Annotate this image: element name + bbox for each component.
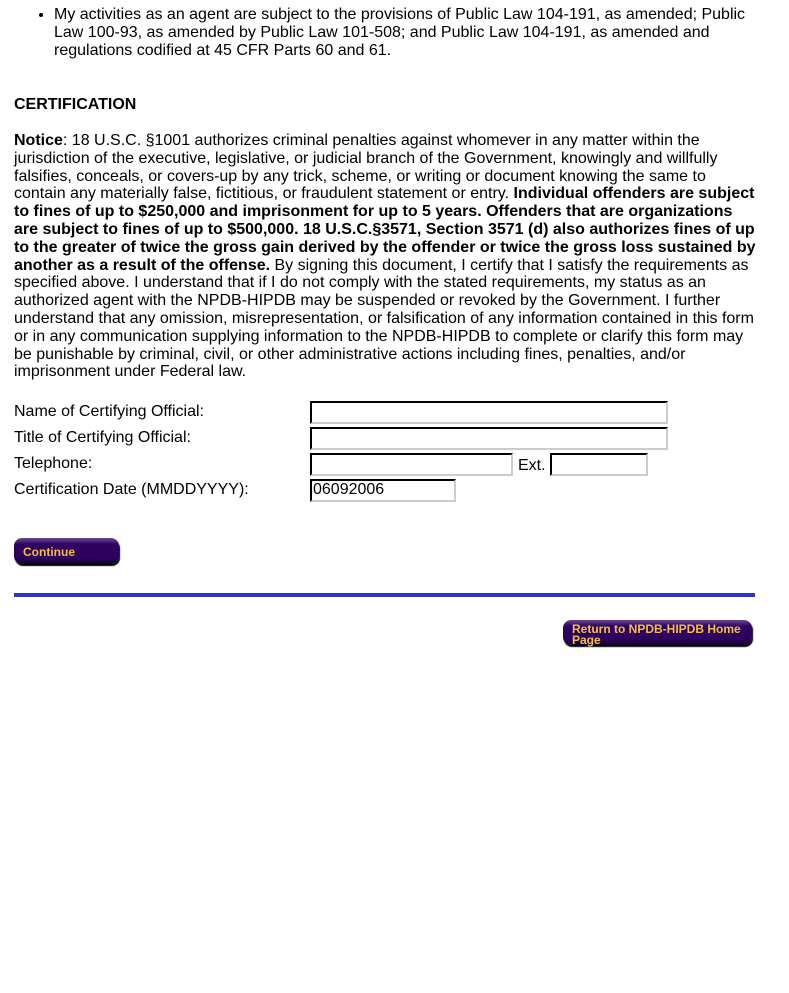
- date-label: Certification Date (MMDDYYYY):: [14, 481, 249, 499]
- name-row: [14, 400, 668, 424]
- phone-row: [14, 452, 648, 476]
- bullet-item: • My activities as an agent are subject to the provisions of Public Law 104-191, as amended; Public Law 100-93, as amended by Public Law 101-508; and Public Law 104-191, as amended and regulations codified at 45 CFR Parts 60 and 61.: [54, 6, 759, 59]
- date-row: [14, 478, 456, 502]
- divider: [14, 593, 755, 597]
- name-input[interactable]: [310, 401, 668, 424]
- notice-text: : 18 U.S.C. §1001 authorizes criminal penalties against whomever in any matter within the jurisdiction of the executive, legislative, or judicial branch of the Government, knowingly and willfully falsifies, conceals, or covers-up by any trick, scheme, or writing or document knowing the same to contain any materially false, fictitious, or fraudulent statement or entry.: [14, 132, 718, 203]
- certify-text: By signing this document, I certify that I satisfy the requirements as specified above. I understand that if I do not comply with the stated requirements, my status as an authorized agent with the NPDB-HIPDB may be suspended or revoked by the Government. I further understand that any omission, misrepresentation, or falsification of any information contained in this form or in any communication supplying information to the NPDB-HIPDB to complete or clarify this form may be punishable by criminal, civil, or other administrative actions including fines, penalties, and/or imprisonment under Federal law.: [14, 256, 754, 381]
- certification-heading: CERTIFICATION: [14, 96, 137, 113]
- title-input[interactable]: [310, 427, 668, 450]
- phone-label: Telephone:: [14, 455, 93, 473]
- phone-input[interactable]: [310, 453, 513, 476]
- name-label: Name of Certifying Official:: [14, 403, 204, 421]
- notice-label: Notice: [14, 132, 63, 149]
- continue-button[interactable]: Continue: [14, 538, 119, 564]
- penalty-text: Individual offenders are subject to fines of up to $250,000 and imprisonment for up to 5 years. Offenders that are organizations are subject to fines of up to $500,000. 18 U.S.C.§3571, Section 3571 (d) also authorizes fines of up to the greater of twice the gross gain derived by the offender or twice the gross loss sustained by another as a result of the offense.: [14, 185, 756, 274]
- ext-label: Ext.: [518, 457, 546, 475]
- title-label: Title of Certifying Official:: [14, 429, 191, 447]
- return-home-button[interactable]: Return to NPDB-HIPDB Home Page: [563, 620, 752, 645]
- date-input[interactable]: [310, 479, 456, 502]
- title-row: [14, 426, 668, 450]
- notice-paragraph: [14, 132, 759, 381]
- bullet-list: [14, 6, 759, 59]
- ext-input[interactable]: [550, 453, 648, 476]
